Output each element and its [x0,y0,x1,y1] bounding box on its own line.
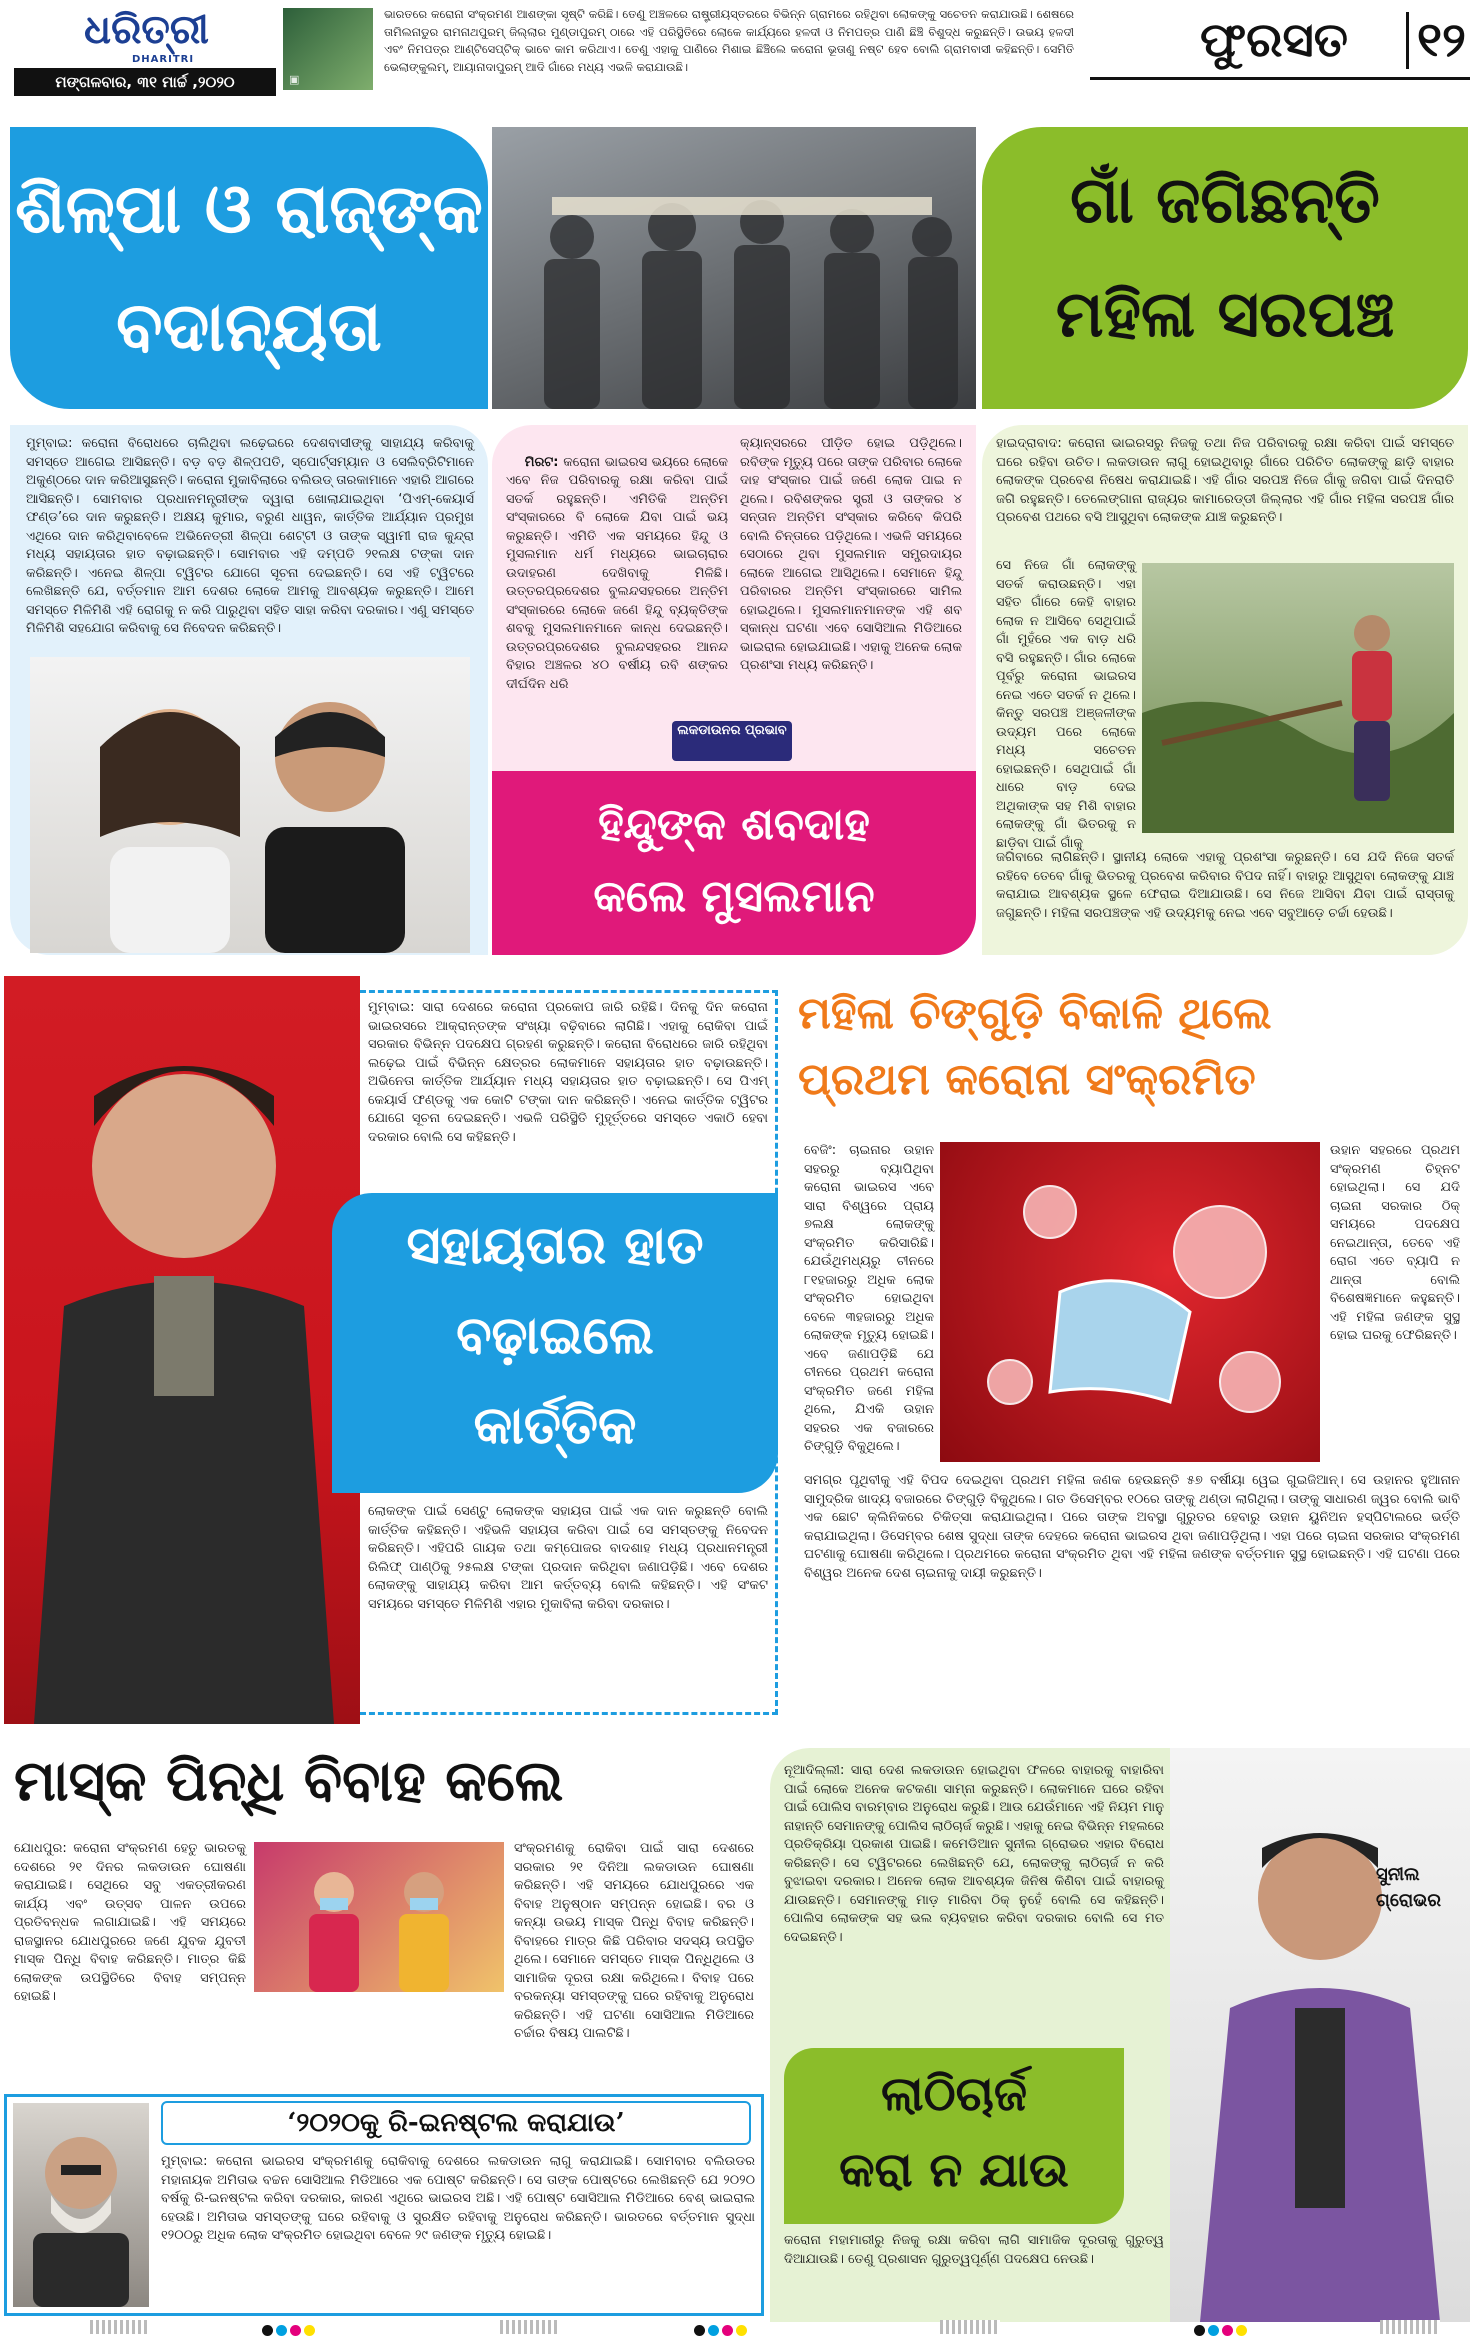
masthead [0,0,1476,100]
sarpanch-guarding-photo [1142,563,1454,833]
corona-headline-line2: ପ୍ରଥମ କରୋନା ସଂକ୍ରମିତ [798,1054,1256,1105]
sarpanch-headline-panel [982,127,1468,409]
couple-portrait-icon [30,657,470,953]
couple-in-masks-icon [254,1842,504,1992]
amitabh-story-body: ମୁମ୍ବାଇ: କରୋନା ଭାଇରସ ସଂକ୍ରମଣକୁ ରୋକିବାକୁ ଦେଶରେ ଲକଡାଉନ ଲାଗୁ କରାଯାଇଛି। ସୋମବାର ବଲିଉଡର ମହାନାୟକ ଅମିତାଭ ବଚ୍ଚନ ସୋସିଆଲ ମିଡିଆରେ ଏକ ପୋଷ୍ଟ କରିଛନ୍ତି। ସେ ତାଙ୍କ ପୋଷ୍ଟରେ ଲେଖିଛନ୍ତି ଯେ ୨୦୨୦ ବର୍ଷକୁ ରି-ଇନଷ୍ଟଲ କରିବା ଦରକାର, କାରଣ ଏଥିରେ ଭାଇରସ ଅଛି। ଏହି ପୋଷ୍ଟ ସୋସିଆଲ ମିଡିଆରେ ବେଶ୍ ଭାଇରାଲ ହେଉଛି। ଅମିତାଭ ସମସ୍ତଙ୍କୁ ଘରେ ରହିବାକୁ ଓ ସୁରକ୍ଷିତ ରହିବାକୁ ଅନୁରୋଧ କରିଛନ୍ତି। ଭାରତରେ ବର୍ତ୍ତମାନ ସୁଦ୍ଧା ୧୨୦୦ରୁ ଅଧିକ ଲୋକ ସଂକ୍ରମିତ ହୋଇଥିବା ବେଳେ ୨୯ ଜଣଙ୍କ ମୃତ୍ୟୁ ହୋଇଛି। [161,2154,760,2243]
sarpanch-story-body-left: ସେ ନିଜେ ଗାଁ ଲୋକଙ୍କୁ ସତର୍କ କରାଉଛନ୍ତି। ଏହା ସହିତ ଗାଁରେ କେହି ବାହାର ଲୋକ ନ ଆସିବେ ସେଥିପାଇଁ ଗାଁ ମୁହଁରେ ଏକ ବାଡ଼ ଧରି ବସି ରହୁଛନ୍ତି। ଗାଁର ଲୋକେ ପୂର୍ବରୁ କରୋନା ଭାଇରସ ନେଇ ଏତେ ସତର୍କ ନ ଥିଲେ। କିନ୍ତୁ ସରପଞ୍ଚ ଅଞ୍ଜଳୀଙ୍କ ଉଦ୍ୟମ ପରେ ଲୋକେ ମଧ୍ୟ ସଚେତନ ହୋଇଛନ୍ତି। ସେଥିପାଇଁ ଗାଁ ଧାରେ ବାଡ଼ ଦେଇ ଅଥିକାଙ୍କ ସହ ମିଶି ବାହାର ଲୋକଙ୍କୁ ଗାଁ ଭିତରକୁ ନ ଛାଡ଼ିବା ପାଇଁ ଗାଁକୁ [996,558,1141,851]
corona-story-box [790,982,1470,1720]
corona-headline-line1: ମହିଳା ଚିଙ୍ଗୁଡ଼ି ବିକାଳି ଥିଲେ [798,988,1272,1039]
sarpanch-headline-line1: ଗାଁ ଜଗିଛନ୍ତି [1070,163,1380,238]
amitabh-story-box [4,2094,764,2316]
reg-bar-4 [1380,2320,1440,2334]
shilpa-headline-line1: ଶିଳ୍ପା ଓ ରାଜ୍‌ଙ୍କ [15,169,483,249]
section-title: ଫୁରସତ [1200,12,1348,68]
kartik-story-body-top: ମୁମ୍ବାଇ: ସାରା ଦେଶରେ କରୋନା ପ୍ରକୋପ ଜାରି ରହିଛି। ଦିନକୁ ଦିନ କରୋନା ଭାଇରସରେ ଆକ୍ରାନ୍ତଙ୍କ ସଂଖ୍ୟା ବଢ଼ିବାରେ ଲାଗିଛି। ଏହାକୁ ରୋକିବା ପାଇଁ ସରକାର ବିଭିନ୍ନ ପଦକ୍ଷେପ ଗ୍ରହଣ କରୁଛନ୍ତି। କରୋନା ବିରୋଧରେ ଜାରି ରହିଥିବା ଲଢ଼େଇ ପାଇଁ ବିଭିନ୍ନ କ୍ଷେତ୍ରର ଲୋକମାନେ ସହାୟତାର ହାତ ବଢ଼ାଉଛନ୍ତି। ଅଭିନେତା କାର୍ତ୍ତିକ ଆର୍ଯ୍ୟାନ ମଧ୍ୟ ସହାୟତାର ହାତ ବଢ଼ାଇଛନ୍ତି। ସେ ପିଏମ୍ କେୟାର୍ସ ଫଣ୍ଡକୁ ଏକ କୋଟି ଟଙ୍କା ଦାନ କରିଛନ୍ତି। ଏନେଇ କାର୍ତ୍ତିକ ଟ୍ୱିଟର ଯୋଗେ ସୂଚନା ଦେଇଛନ୍ତି। ଏଭଳି ପରିସ୍ଥିତି ମୁହୂର୍ତ୍ତରେ ସମସ୍ତେ ଏକାଠି ହେବା ଦରକାର ବୋଲି ସେ କହିଛନ୍ତି। [368,1000,773,1145]
kartik-headline-line3: କାର୍ତ୍ତିକ [473,1395,637,1456]
color-dots-2 [694,2321,750,2340]
elder-man-portrait-icon [13,2103,149,2307]
funeral-headline-line1: ହିନ୍ଦୁଙ୍କ ଶବଦାହ [598,799,870,850]
sarpanch-headline-line2: ମହିଳା ସରପଞ୍ଚ [1055,277,1395,352]
kartik-headline-line2: ବଢ଼ାଇଲେ [456,1305,654,1366]
funeral-procession-photo [492,127,976,409]
corona-story-body-bottom: ସମଗ୍ର ପୃଥିବୀକୁ ଏହି ବିପଦ ଦେଇଥିବା ପ୍ରଥମ ମହିଳା ଜଣକ ହେଉଛନ୍ତି ୫୭ ବର୍ଷୀୟା ୱେଇ ଗୁଇଜିଆନ୍। ସେ ଉହାନର ହୁଆନାନ ସାମୁଦ୍ରିକ ଖାଦ୍ୟ ବଜାରରେ ଚିଙ୍ଗୁଡ଼ି ବିକୁଥିଲେ। ଗତ ଡିସେମ୍ବର ୧୦ରେ ତାଙ୍କୁ ଥଣ୍ଡା ଲାଗିଥିଲା। ତାଙ୍କୁ ସାଧାରଣ ଜ୍ୱର ବୋଲି ଭାବି ଏକ ଛୋଟ କ୍ଲିନିକରେ ଚିକିତ୍ସା କରାଯାଇଥିଲା। ପରେ ତାଙ୍କ ଅବସ୍ଥା ଗୁରୁତର ହେବାରୁ ଉହାନ ୟୁନିଅନ ହସ୍ପିଟାଲରେ ଭର୍ତ୍ତି କରାଯାଇଥିଲା। ଡିସେମ୍ବର ଶେଷ ସୁଦ୍ଧା ତାଙ୍କ ଦେହରେ କରୋନା ଭାଇରସ ଥିବା ଜଣାପଡ଼ିଥିଲା। ଏହା ପରେ ଚାଇନା ସରକାର ସଂକ୍ରମଣ ଘଟଣାକୁ ଘୋଷଣା କରିଥିଲେ। ପ୍ରଥମରେ କରୋନା ସଂକ୍ରମିତ ଥିବା ଏହି ମହିଳା ଜଣଙ୍କ ବର୍ତ୍ତମାନ ସୁସ୍ଥ ହୋଇଛନ୍ତି। ଏହି ଘଟଣା ପରେ ବିଶ୍ୱର ଅନେକ ଦେଶ ଚାଇନାକୁ ଦାୟୀ କରୁଛନ୍ତି। [804,1473,1465,1581]
shilpa-story-box [10,425,488,955]
virus-mask-illustration [940,1142,1320,1462]
section-banner [1090,10,1470,80]
coronavirus-icon [940,1142,1320,1462]
corona-story-col2: ଉହାନ ସହରରେ ପ୍ରଥମ ସଂକ୍ରମଣ ଚିହ୍ନଟ ହୋଇଥିଲା। ସେ ଯଦି ଚାଇନା ସରକାର ଠିକ୍ ସମୟରେ ପଦକ୍ଷେପ ନେଇଥାନ୍ତା, ତେବେ ଏହି ରୋଗ ଏତେ ବ୍ୟାପି ନ ଥାନ୍ତା ବୋଲି ବିଶେଷଜ୍ଞମାନେ କହୁଛନ୍ତି। ଏହି ମହିଳା ଜଣଙ୍କ ସୁସ୍ଥ ହୋଇ ଘରକୁ ଫେରିଛନ୍ତି। [1330,1143,1465,1343]
kartik-headline-line1: ସହାୟତାର ହାତ [406,1215,704,1276]
funeral-body-col1: କରୋନା ଭାଇରସ ଭୟରେ ଲୋକେ ଏବେ ନିଜ ପରିବାରକୁ ରକ୍ଷା କରିବା ପାଇଁ ସତର୍କ ରହୁଛନ୍ତି। ଏମିତିକି ଅନ୍ତିମ ସଂସ୍କାରରେ ବି ଲୋକେ ଯିବା ପାଇଁ ଭୟ କରୁଛନ୍ତି। ଏମିତି ଏକ ସମୟରେ ହିନ୍ଦୁ ଓ ମୁସଲମାନ ଧର୍ମ ମଧ୍ୟରେ ଭାଇଚାରାର ଉଦାହରଣ ଦେଖିବାକୁ ମିଳିଛି। ଉତ୍ତରପ୍ରଦେଶର ବୁଲନ୍ଦସହରରେ ଅନ୍ତିମ ସଂସ୍କାରରେ ଲୋକେ ଜଣେ ହିନ୍ଦୁ ବ୍ୟକ୍ତିଙ୍କ ଶବକୁ ମୁସଲମାନମାନେ କାନ୍ଧ ଦେଇଛନ୍ତି। ଉତ୍ତରପ୍ରଦେଶର ବୁଲନ୍ଦସହରର ଆନନ୍ଦ ବିହାର ଅଞ୍ଚଳର ୪୦ ବର୍ଷୀୟ ରବି ଶଙ୍କର ଦୀର୍ଘଦିନ ଧରି [506,454,733,692]
corona-story-col1: ବେଜିଂ: ଚାଇନାର ଉହାନ ସହରରୁ ବ୍ୟାପିଥିବା କରୋନା ଭାଇରସ ଏବେ ସାରା ବିଶ୍ୱରେ ପ୍ରାୟ ୭ଲକ୍ଷ ଲୋକଙ୍କୁ ସଂକ୍ରମିତ କରିସାରିଛି। ଯେଉଁଥିମଧ୍ୟରୁ ଚୀନରେ ୮୧ହଜାରରୁ ଅଧିକ ଲୋକ ସଂକ୍ରମିତ ହୋଇଥିବା ବେଳେ ୩ହଜାରରୁ ଅଧିକ ଲୋକଙ୍କ ମୃତ୍ୟୁ ହୋଇଛି। ଏବେ ଜଣାପଡ଼ିଛି ଯେ ଚୀନରେ ପ୍ରଥମ କରୋନା ସଂକ୍ରମିତ ଜଣେ ମହିଳା ଥିଲେ, ଯିଏକି ଉହାନ ସହରର ଏକ ବଜାରରେ ଚିଙ୍ଗୁଡ଼ି ବିକୁଥିଲେ। [804,1143,939,1454]
mask-story-col1: ଯୋଧପୁର: କରୋନା ସଂକ୍ରମଣ ହେତୁ ଭାରତକୁ ଦେଶରେ ୨୧ ଦିନର ଲକଡାଉନ ଘୋଷଣା କରାଯାଇଛି। ସେଥିରେ ସବୁ ଏକତ୍ରୀକରଣ କାର୍ଯ୍ୟ ଏବଂ ଉତ୍ସବ ପାଳନ ଉପରେ ପ୍ରତିବନ୍ଧକ ଲଗାଯାଇଛି। ଏହି ସମୟରେ ରାଜସ୍ଥାନର ଯୋଧପୁରରେ ଜଣେ ଯୁବକ ଯୁବତୀ ମାସ୍କ ପିନ୍ଧି ବିବାହ କରିଛନ୍ତି। ମାତ୍ର କିଛି ଲୋକଙ୍କ ଉପସ୍ଥିତିରେ ବିବାହ ସମ୍ପନ୍ନ ହୋଇଛି। [14,1841,251,2004]
sarpanch-story-body-top: ହାଇଦ୍ରାବାଦ: କରୋନା ଭାଇରସରୁ ନିଜକୁ ତଥା ନିଜ ପରିବାରକୁ ରକ୍ଷା କରିବା ପାଇଁ ସମସ୍ତେ ଘରେ ରହିବା ଉଚିତ। ଲକଡାଉନ ଲାଗୁ ହୋଇଥିବାରୁ ଗାଁରେ ପରିଚିତ ଲୋକଙ୍କୁ ଛାଡ଼ି ବାହାର ଲୋକଙ୍କ ପ୍ରବେଶ ନିଷେଧ କରାଯାଇଛି। ଏହି ଗାଁର ସରପଞ୍ଚ ନିଜେ ଗାଁକୁ ଜଗିବା ପାଇଁ ଦିନରାତି ଜଗି ରହୁଛନ୍ତି। ତେଲେଙ୍ଗାନା ରାଜ୍ୟର କାମାରେଡ୍ଡୀ ଜିଲ୍ଲାର ଏହି ଗାଁର ମହିଳା ସରପଞ୍ଚ ଗାଁର ପ୍ରବେଶ ପଥରେ ବସି ଆସୁଥିବା ଲୋକଙ୍କ ଯାଞ୍ଚ କରୁଛନ୍ତି। [996,436,1459,525]
shilpa-story-body: ମୁମ୍ବାଇ: କରୋନା ବିରୋଧରେ ଚାଲିଥିବା ଲଢ଼େଇରେ ଦେଶବାସୀଙ୍କୁ ସାହାଯ୍ୟ କରିବାକୁ ସମସ୍ତେ ଆଗେଇ ଆସିଛନ୍ତି। ବଡ଼ ବଡ଼ ଶିଳ୍ପପତି, ସ୍ପୋର୍ଟ୍ସମ୍ୟାନ ଓ ସେଲିବ୍ରିଟିମାନେ ଅକୁଣ୍ଠରେ ଦାନ କରିଆସୁଛନ୍ତି। କରୋନା ମୁକାବିଲାରେ ବଲିଉଡ୍ ତାରକାମାନେ ଏହାରି ଆଗରେ ଆସିଛନ୍ତି। ସୋମବାର ପ୍ରଧାନମନ୍ତ୍ରୀଙ୍କ ଦ୍ୱାରା ଖୋଲାଯାଇଥିବା ‘ପିଏମ୍-କେୟାର୍ସ ଫଣ୍ଡ’ରେ ଦାନ କରୁଛନ୍ତି। ଅକ୍ଷୟ କୁମାର, ବରୁଣ ଧାୱନ, କାର୍ତ୍ତିକ ଆର୍ଯ୍ୟାନ ପ୍ରମୁଖ ଏଥିରେ ଦାନ କରିଥିବାବେଳେ ଅଭିନେତ୍ରୀ ଶିଳ୍ପା ଶେଟ୍ଟୀ ଓ ତାଙ୍କ ସ୍ୱାମୀ ରାଜ କୁନ୍ଦ୍ରା ମଧ୍ୟ ସହାୟତାର ହାତ ବଢ଼ାଇଛନ୍ତି। ସୋମବାର ଏହି ଦମ୍ପତି ୨୧ଲକ୍ଷ ଟଙ୍କା ଦାନ କରିଛନ୍ତି। ଏନେଇ ଶିଳ୍ପା ଟ୍ୱିଟର ଯୋଗେ ସୂଚନା ଦେଇଛନ୍ତି। ସେ ଏହି ଟ୍ୱିଟରେ ଲେଖିଛନ୍ତି ଯେ, ବର୍ତ୍ତମାନ ଆମ ଦେଶର ଲୋକେ ଆମକୁ ଆବଶ୍ୟକ କରୁଛନ୍ତି। ଆମେ ସମସ୍ତେ ମିଳିମିଶି ଏହି ରୋଗକୁ ନ କରି ପାରୁଥିବା ସହିତ ସାହା କରିବା ଦରକାର। ଏଣୁ ସମସ୍ତେ ମିଳିମିଶି ସହଯୋଗ କରିବାକୁ ସେ ନିବେଦନ କରିଛନ୍ତି। [26,436,479,636]
color-dots-1 [262,2321,318,2340]
sarpanch-story-box [982,425,1468,955]
logo-block [14,6,274,98]
masthead-brief: ଭାରତରେ କରୋନା ସଂକ୍ରମଣ ଆଶଙ୍କା ସୃଷ୍ଟି କରିଛି। ତେଣୁ ଅଞ୍ଚଳରେ ରାଷ୍ଟ୍ରୀୟସ୍ତରରେ ବିଭିନ୍ନ ଗ୍ରାମରେ ରହିଥିବା ଲୋକଙ୍କୁ ସଚେତନ କରାଯାଉଛି। ଶେଷରେ ତାମିଲନାଡୁର ରାମନାଥପୁରମ୍ ଜିଲ୍ଲାର ମୁଣ୍ଡାପୁରମ୍ ଠାରେ ଏହି ପରିସ୍ଥିତିରେ ଲୋକେ କାର୍ଯ୍ୟରେ ହଳଦୀ ଓ ନିମପତ୍ର ପାଣି ଛିଞ୍ଚି ବିଶୁଦ୍ଧ କରୁଛନ୍ତି। ଉଭୟ ହଳଦୀ ଏବଂ ନିମପତ୍ର ଆଣ୍ଟିସେପ୍ଟିକ୍ ଭାବେ କାମ କରିଥାଏ। ତେଣୁ ଏହାକୁ ପାଣିରେ ମିଶାଇ ଛିଞ୍ଚିଲେ କରୋନା ଭୂତାଣୁ ନଷ୍ଟ ହେବ ବୋଲି ଗ୍ରାମବାସୀ କହିଛନ୍ତି। ସେମିତି ଭେଲାଙ୍କୁଲମ୍, ଆୟାନାଦାପୁରମ୍ ଆଦି ଗାଁରେ ମଧ୍ୟ ଏଭଳି କରାଯାଉଛି। [384,7,1078,74]
masthead-logo-en: DHARITRI [132,54,195,65]
sunil-caption-line1: ସୁନୀଲ [1376,1864,1420,1885]
kartik-story-box [360,990,778,1715]
kartik-photo [4,976,360,1724]
mask-headline: ମାସ୍କ ପିନ୍ଧି ବିବାହ କଲେ [14,1748,564,1814]
wedding-with-masks-photo [254,1842,504,1992]
reg-bar-3 [940,2320,1000,2334]
footer-registration-strip [0,2320,1476,2339]
sunil-caption-line2: ଗ୍ରୋଭର [1376,1890,1441,1911]
amitabh-headline: ‘୨୦୨୦କୁ ରି-ଇନଷ୍ଟଲ କରାଯାଉ’ [161,2101,751,2145]
image-icon: ▣ [289,73,300,86]
shilpa-raj-photo [30,657,470,953]
amitabh-photo [13,2103,149,2307]
funeral-headline-panel [492,771,976,955]
funeral-headline-line2: କଲେ ମୁସଲମାନ [593,871,875,922]
mask-story-box [4,1748,764,2088]
mask-story-col2: ସଂକ୍ରମଣକୁ ରୋକିବା ପାଇଁ ସାରା ଦେଶରେ ସରକାର ୨୧ ଦିନିଆ ଲକଡାଉନ ଘୋଷଣା କରିଛନ୍ତି। ଏହି ସମୟରେ ଯୋଧପୁରରେ ଏକ ବିବାହ ଅନୁଷ୍ଠାନ ସମ୍ପନ୍ନ ହୋଇଛି। ବର ଓ କନ୍ୟା ଉଭୟ ମାସ୍କ ପିନ୍ଧି ବିବାହ କରିଛନ୍ତି। ବିବାହରେ ମାତ୍ର କିଛି ପରିବାର ସଦସ୍ୟ ଉପସ୍ଥିତ ଥିଲେ। ସେମାନେ ସମସ୍ତେ ମାସ୍କ ପିନ୍ଧିଥିଲେ ଓ ସାମାଜିକ ଦୂରତା ରକ୍ଷା କରିଥିଲେ। ବିବାହ ପରେ ବରକନ୍ୟା ସମସ୍ତଙ୍କୁ ଘରେ ରହିବାକୁ ଅନୁରୋଧ କରିଛନ୍ତି। ଏହି ଘଟଣା ସୋସିଆଲ ମିଡିଆରେ ଚର୍ଚ୍ଚାର ବିଷୟ ପାଲଟିଛି। [514,1841,759,2041]
masthead-logo: ଧରିତ୍ରୀ [84,6,209,53]
shilpa-headline-line2: ବଦାନ୍ୟତା [116,287,382,367]
sunil-story-body: ନୂଆଦିଲ୍ଲୀ: ସାରା ଦେଶ ଲକଡାଉନ ହୋଇଥିବା ଫଳରେ ବାହାରକୁ ବାହାରିବା ପାଇଁ ଲୋକେ ଅନେକ କଟକଣା ସାମ୍ନା କରୁଛନ୍ତି। ଲୋକମାନେ ଘରେ ରହିବା ପାଇଁ ପୋଲିସ ବାରମ୍ବାର ଅନୁରୋଧ କରୁଛି। ଆଉ ଯେଉଁମାନେ ଏହି ନିୟମ ମାନୁ ନାହାନ୍ତି ସେମାନଙ୍କୁ ପୋଲିସ ଲାଠିଚାର୍ଜ କରୁଛି। ଏହାକୁ ନେଇ ବିଭିନ୍ନ ମହଲରେ ପ୍ରତିକ୍ରିୟା ପ୍ରକାଶ ପାଇଛି। କମେଡିଆନ ସୁନୀଲ ଗ୍ରୋଭର ଏହାର ବିରୋଧ କରିଛନ୍ତି। ସେ ଟ୍ୱିଟରରେ ଲେଖିଛନ୍ତି ଯେ, ଲୋକଙ୍କୁ ଲାଠିଚାର୍ଜ ନ କରି ବୁଝାଇବା ଦରକାର। ଅନେକ ଲୋକ ଆବଶ୍ୟକ ଜିନିଷ କିଣିବା ପାଇଁ ବାହାରକୁ ଯାଉଛନ୍ତି। ସେମାନଙ୍କୁ ମାଡ଼ ମାରିବା ଠିକ୍ ନୁହେଁ ବୋଲି ସେ କହିଛନ୍ତି। ପୋଲିସ ଲୋକଙ୍କ ସହ ଭଲ ବ୍ୟବହାର କରିବା ଦରକାର ବୋଲି ସେ ମତ ଦେଇଛନ୍ତି। [784,1763,1169,1945]
funeral-dateline: ମିରଟ: [524,454,559,470]
kartik-story-body-bottom: ଲୋକଙ୍କ ପାଇଁ ସେଣ୍ଟୁ ଲୋକଙ୍କ ସହାୟତା ପାଇଁ ଏକ ଦାନ କରୁଛନ୍ତି ବୋଲି କାର୍ତ୍ତିକ କହିଛନ୍ତି। ଏହିଭଳି ସହାୟତା କରିବା ପାଇଁ ସେ ସମସ୍ତଙ୍କୁ ନିବେଦନ କରିଛନ୍ତି। ଏହିପରି ଗାୟକ ତଥା କମ୍ପୋଜର ବାଦଶାହ ମଧ୍ୟ ପ୍ରଧାନମନ୍ତ୍ରୀ ରିଲିଫ୍ ପାଣ୍ଠିକୁ ୨୫ଲକ୍ଷ ଟଙ୍କା ପ୍ରଦାନ କରିଥିବା ଜଣାପଡ଼ିଛି। ଏବେ ଦେଶର ଲୋକଙ୍କୁ ସାହାଯ୍ୟ କରିବା ଆମ କର୍ତ୍ତବ୍ୟ ବୋଲି କହିଛନ୍ତି। ଏହି ସଂକଟ ସମୟରେ ସମସ୍ତେ ମିଳିମିଶି ଏହାର ମୁକାବିଲା କରିବା ଦରକାର। [368,1504,773,1612]
sunil-story-box [770,1748,1470,2322]
page-number: ୧୨ [1406,12,1466,69]
man-in-jacket-icon [1170,1748,1470,2322]
sunil-headline-line2: କରା ନ ଯାଉ [839,2142,1069,2198]
crowd-silhouette-icon [492,127,976,409]
kartik-headline-panel [332,1193,778,1493]
sunil-photo [1170,1748,1470,2322]
masthead-thumb-photo [283,8,373,90]
sarpanch-story-body-bottom: ଜଗିବାରେ ଲାଗିଛନ୍ତି। ସ୍ଥାନୀୟ ଲୋକେ ଏହାକୁ ପ୍ରଶଂସା କରୁଛନ୍ତି। ସେ ଯଦି ନିଜେ ସତର୍କ ରହିବେ ତେବେ ଗାଁକୁ ଭିତରକୁ ପ୍ରବେଶ କରିବାର ବିପଦ ନାହିଁ। ବାହାରୁ ଆସୁଥିବା ଲୋକଙ୍କୁ ଯାଞ୍ଚ କରାଯାଇ ଆବଶ୍ୟକ ସ୍ଥଳେ ଫେରାଇ ଦିଆଯାଉଛି। ସେ ନିଜେ ଆସିବା ଯିବା ପାଇଁ ରାସ୍ତାକୁ ଜଗୁଛନ୍ତି। ମହିଳା ସରପଞ୍ଚଙ୍କ ଏହି ଉଦ୍ୟମକୁ ନେଇ ଏବେ ସବୁଆଡ଼େ ଚର୍ଚ୍ଚା ହେଉଛି। [996,850,1459,921]
reg-bar-2 [500,2320,560,2334]
lockdown-ribbon: ଲକଡାଉନର ପ୍ରଭାବ [672,721,792,761]
shilpa-headline-panel [10,127,488,409]
sunil-story-body-bottom: କରୋନା ମହାମାରୀରୁ ନିଜକୁ ରକ୍ଷା କରିବା ଲାଗି ସାମାଜିକ ଦୂରତାକୁ ଗୁରୁତ୍ୱ ଦିଆଯାଉଛି। ତେଣୁ ପ୍ରଶାସନ ଗୁରୁତ୍ୱପୂର୍ଣ୍ଣ ପଦକ୍ଷେପ ନେଉଛି। [784,2233,1169,2267]
color-dots-3 [1194,2321,1250,2340]
reg-bar-1 [90,2320,150,2334]
funeral-story-col2: କ୍ୟାନ୍ସରରେ ପୀଡ଼ିତ ହୋଇ ପଡ଼ିଥିଲେ। ରବିଙ୍କ ମୃତ୍ୟୁ ପରେ ତାଙ୍କ ପରିବାର ଲୋକେ ଦାହ ସଂସ୍କାର ପାଇଁ ଜଣେ ଲୋକ ପାଇ ନ ଥିଲେ। ରବିଶଙ୍କର ସ୍ତ୍ରୀ ଓ ତାଙ୍କର ୪ ସନ୍ତାନ ଅନ୍ତିମ ସଂସ୍କାର କରିବେ କିପରି ବୋଲି ଚିନ୍ତାରେ ପଡ଼ିଥିଲେ। ଏଭଳି ସମୟରେ ସେଠାରେ ଥିବା ମୁସଲମାନ ସମ୍ପ୍ରଦାୟର ଲୋକେ ଆଗେଇ ଆସିଥିଲେ। ସେମାନେ ହିନ୍ଦୁ ପରିବାରର ଅନ୍ତିମ ସଂସ୍କାରରେ ସାମିଲ ହୋଇଥିଲେ। ମୁସଲମାନମାନଙ୍କ ଏହି ଶବ ସ୍କାନ୍ଧ ଘଟଣା ଏବେ ସୋସିଆଲ ମିଡିଆରେ ଭାଇରାଲ ହୋଇଯାଇଛି। ଏହାକୁ ଅନେକ ଲୋକ ପ୍ରଶଂସା ମଧ୍ୟ କରିଛନ୍ତି। [740,436,967,673]
woman-at-barricade-icon [1142,563,1454,833]
man-portrait-icon [4,976,360,1724]
masthead-date: ମଙ୍ଗଳବାର, ୩୧ ମାର୍ଚ୍ଚ ,୨୦୨୦ [14,68,276,96]
sunil-headline-panel [784,2048,1124,2224]
sunil-headline-line1: ଲାଠିଚାର୍ଜ [880,2066,1028,2122]
funeral-story-box [492,425,976,955]
funeral-story-col1 [506,435,733,715]
